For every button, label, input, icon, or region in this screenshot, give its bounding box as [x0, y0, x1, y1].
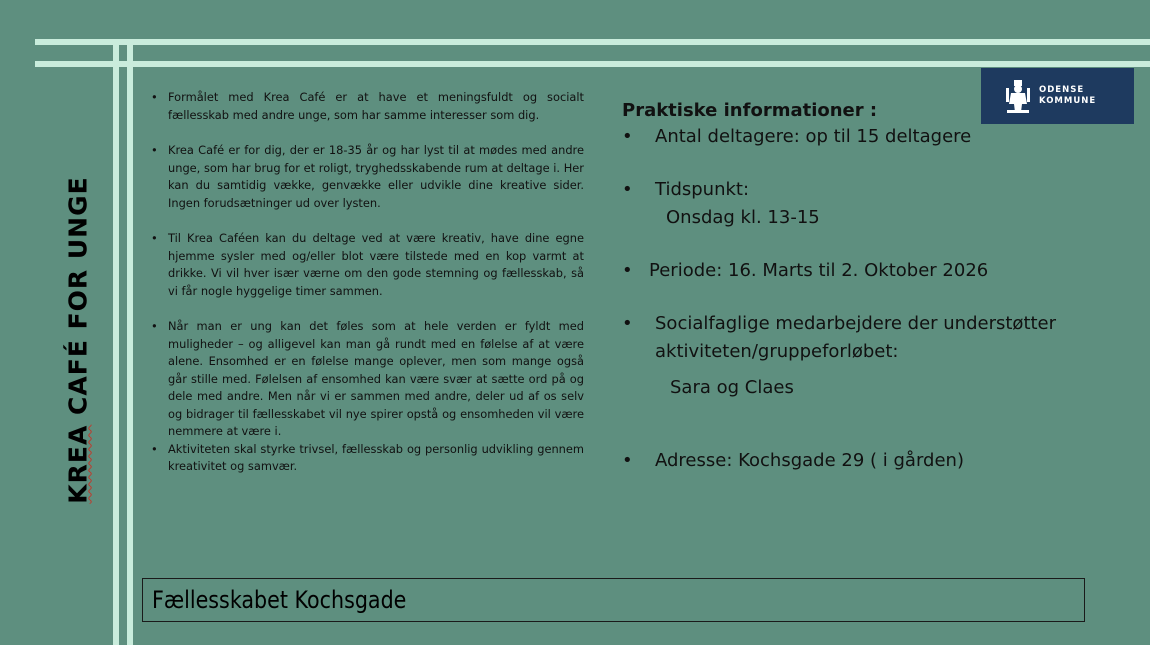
footer-organization-name: Fællesskabet Kochsgade — [152, 586, 407, 614]
description-bullet: • Til Krea Caféen kan du deltage ved at være kreativ, have dine egne hjemme sysler med og/eller blot være tilstede med en kop varmt at drikke. Vi vil hver især værne om den gode stemning og fællesskab, så vi får nogle hyggelige timer sammen. — [150, 230, 584, 300]
bullet-glyph: • — [622, 179, 633, 200]
info-time — [622, 176, 1062, 204]
decorative-vertical-line-right — [127, 44, 133, 645]
decorative-horizontal-line-bottom — [35, 61, 1150, 67]
odense-kommune-logo — [981, 68, 1134, 124]
info-address — [622, 447, 1062, 475]
info-time-value — [622, 204, 1062, 232]
logo-wordmark — [1039, 85, 1096, 107]
staff-line-2: aktiviteten/gruppeforløbet: — [655, 341, 899, 362]
description-bullet: • Formålet med Krea Café er at have et meningsfuldt og socialt fællesskab med andre unge, som har samme interesser som dig. — [150, 89, 584, 124]
bullet-glyph: • — [622, 313, 633, 334]
description-bullet: • Krea Café er for dig, der er 18-35 år og har lyst til at mødes med andre unge, som har brug for et roligt, tryghedsskabende rum at deltage i. Her kan du samtidig vække, genvække eller udvikle dine kreative sider. Ingen forudsætninger ud over lysten. — [150, 142, 584, 212]
description-text-block — [150, 89, 584, 476]
vertical-page-title — [64, 176, 93, 503]
info-staff-names — [622, 374, 1062, 402]
bullet-glyph: • — [622, 260, 633, 281]
bullet-glyph: • — [622, 450, 633, 471]
time-label: Tidspunkt: — [655, 179, 750, 200]
period-text: Periode: 16. Marts til 2. Oktober 2026 — [649, 260, 989, 281]
info-staff-cont — [622, 338, 1062, 366]
coat-of-arms-icon — [1005, 78, 1031, 114]
staff-names: Sara og Claes — [670, 377, 794, 398]
description-bullet: • Aktiviteten skal styrke trivsel, fællesskab og personlig udvikling gennem kreativitet og samvær. — [150, 441, 584, 476]
info-period — [622, 257, 1062, 285]
practical-info-block — [622, 100, 1062, 475]
decorative-vertical-line-left — [113, 44, 119, 645]
title-part-krea: KREA — [63, 424, 93, 504]
description-bullet: • Når man er ung kan det føles som at hele verden er fyldt med muligheder – og alligevel kan man gå rundt med en følelse af at være alene. Ensomhed er en følelse mange oplever, men som mange også går stille med. Følelsen af ensomhed kan være svær at sætte ord på og dele med andre. Men når vi er sammen med andre, deler ud af os selv og bidrager til fællesskabet vil nye spirer opstå og ensomheden vil være nemmere at være i. — [150, 318, 584, 441]
title-part-rest: CAFÉ FOR UNGE — [63, 176, 93, 425]
logo-line-1: ODENSE — [1039, 85, 1085, 95]
staff-line-1: Socialfaglige medarbejdere der understøtter — [655, 313, 1057, 334]
description-bullet-list — [150, 89, 584, 476]
participants-text: Antal deltagere: op til 15 deltagere — [655, 126, 972, 147]
footer-organization-box — [142, 578, 1085, 622]
decorative-horizontal-line-top — [35, 39, 1150, 45]
practical-info-heading: Praktiske informationer : — [622, 100, 878, 121]
address-text: Adresse: Kochsgade 29 ( i gården) — [655, 450, 964, 471]
logo-line-2: KOMMUNE — [1039, 96, 1097, 106]
info-participants — [622, 123, 1062, 151]
bullet-glyph: • — [622, 126, 633, 147]
info-staff — [622, 310, 1062, 338]
time-value: Onsdag kl. 13-15 — [666, 207, 820, 228]
